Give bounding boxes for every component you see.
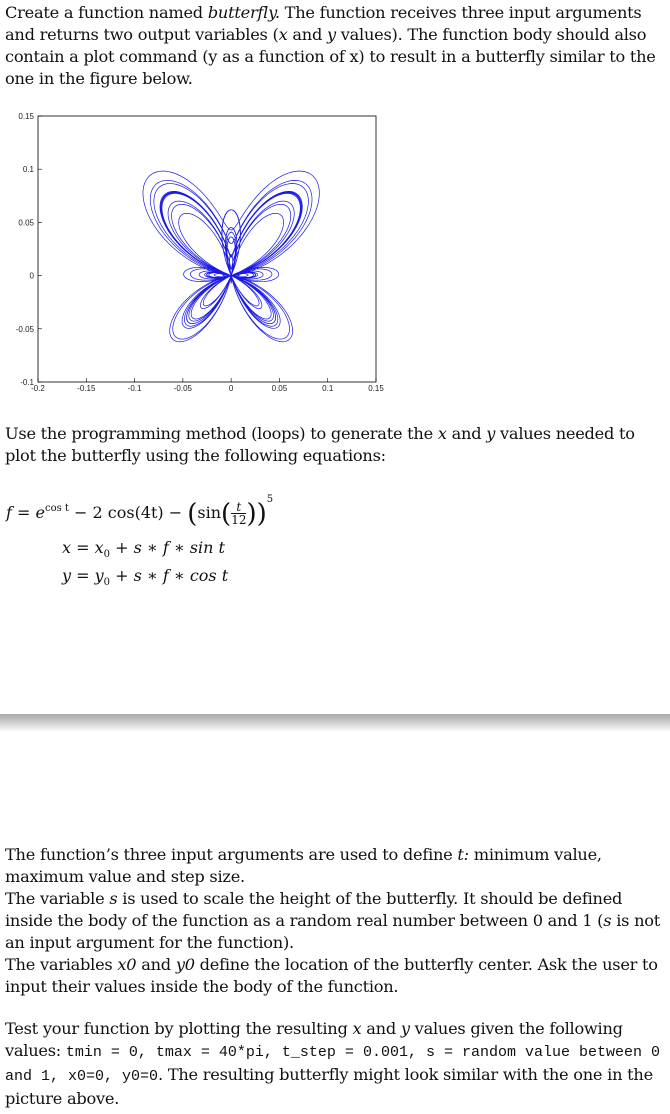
method-text: values needed to plot the butterfly using the following equations: (5, 424, 635, 465)
y-tick-label: 0.05 (18, 218, 34, 228)
test-text: Test your function by plotting the resulting (5, 1019, 353, 1038)
test-paragraph (5, 1018, 667, 1110)
arguments-paragraph (5, 844, 667, 998)
var-x: x (352, 1019, 362, 1038)
eq-f-power: 5 (266, 494, 274, 505)
var-t: t: (457, 845, 469, 864)
butterfly-plot (0, 108, 400, 398)
x-tick-label: 0.05 (271, 384, 288, 393)
var-s: s (603, 911, 612, 930)
args-text: and (136, 955, 176, 974)
args-text: minimum value, maximum value and step size. (5, 845, 602, 886)
args-text: is used to scale the height of the butterfly. It should be defined inside the body of the function as a random real number between 0 and 1 ( (5, 889, 623, 930)
method-text: Use the programming method (loops) to generate the (5, 424, 438, 443)
x-tick-label: -0.15 (77, 384, 96, 393)
test-text: and (361, 1019, 401, 1038)
y-tick-label: 0.1 (22, 165, 34, 175)
args-text: The variable (5, 889, 110, 908)
intro-paragraph (5, 2, 667, 90)
method-text: and (446, 424, 487, 443)
eq-y-rest: + s ∗ f ∗ cos t (110, 566, 229, 585)
eq-f-sin: sin (197, 503, 222, 522)
var-y0: y0 (175, 955, 195, 974)
x-tick-label: 0.15 (368, 384, 384, 393)
intro-text: The function receives three input arguments and returns two output variables ( (5, 3, 642, 44)
eq-x-sub: 0 (103, 549, 110, 561)
x-tick-label: -0.05 (173, 384, 192, 393)
x-tick-label: -0.1 (127, 384, 142, 393)
x-tick-label: -0.2 (31, 384, 45, 393)
function-name: butterfly. (207, 3, 280, 22)
var-s: s (109, 889, 118, 908)
y-tick-label: 0 (29, 271, 34, 281)
method-paragraph (5, 423, 667, 467)
x-tick-label: 0 (228, 384, 234, 393)
intro-text: and (287, 25, 327, 44)
var-y: y (400, 1019, 410, 1038)
eq-f-middle: − 2 cos(4t) − (68, 503, 188, 522)
eq-f-exponent: cos t (44, 503, 69, 514)
test-text: . The resulting butterfly might look similar with the one in the picture above. (5, 1065, 653, 1108)
intro-text: values). The function body should also contain a plot command (y as a function of x) to result in a butterfly similar to the one in the figure below. (5, 25, 656, 88)
args-text: is not an input argument for the function). (5, 911, 661, 952)
plot-frame (38, 116, 376, 382)
page-divider (0, 714, 670, 732)
equation-y (62, 566, 228, 588)
test-text: values given the following values: (5, 1019, 623, 1060)
eq-frac-den: 12 (231, 513, 247, 527)
var-y: y (326, 25, 336, 44)
var-y: y (486, 424, 496, 443)
args-text: The function’s three input arguments are used to define (5, 845, 458, 864)
x-tick-label: 0.1 (322, 384, 334, 393)
eq-y-lhs: y = y (62, 566, 104, 585)
y-tick-label: -0.1 (20, 378, 34, 387)
var-x: x (278, 25, 288, 44)
eq-y-sub: 0 (103, 577, 111, 589)
y-tick-label: 0.15 (18, 112, 34, 121)
eq-frac-num: t (231, 501, 246, 514)
equation-f: $f = e^{cos t} - 2$ cos(4t) − (sin( $\frac{t}{12}$ ))$^5$ (6, 494, 274, 529)
var-x0: x0 (117, 955, 137, 974)
args-text: define the location of the butterfly center. Ask the user to input their values inside the body of the function. (5, 955, 658, 996)
y-tick-label: -0.05 (15, 324, 34, 334)
var-x: x (437, 424, 447, 443)
eq-x-rest: + s ∗ f ∗ sin t (110, 538, 225, 557)
equation-x (62, 538, 225, 560)
eq-f-lhs: f = e (6, 503, 45, 522)
test-code: tmin = 0, tmax = 40*pi, t_step = 0.001, s = random value between 0 and 1, x0=0, y0=0 (5, 1044, 660, 1085)
args-text: The variables (5, 955, 118, 974)
intro-text: Create a function named (5, 3, 208, 22)
eq-x-lhs: x = x (62, 538, 104, 557)
